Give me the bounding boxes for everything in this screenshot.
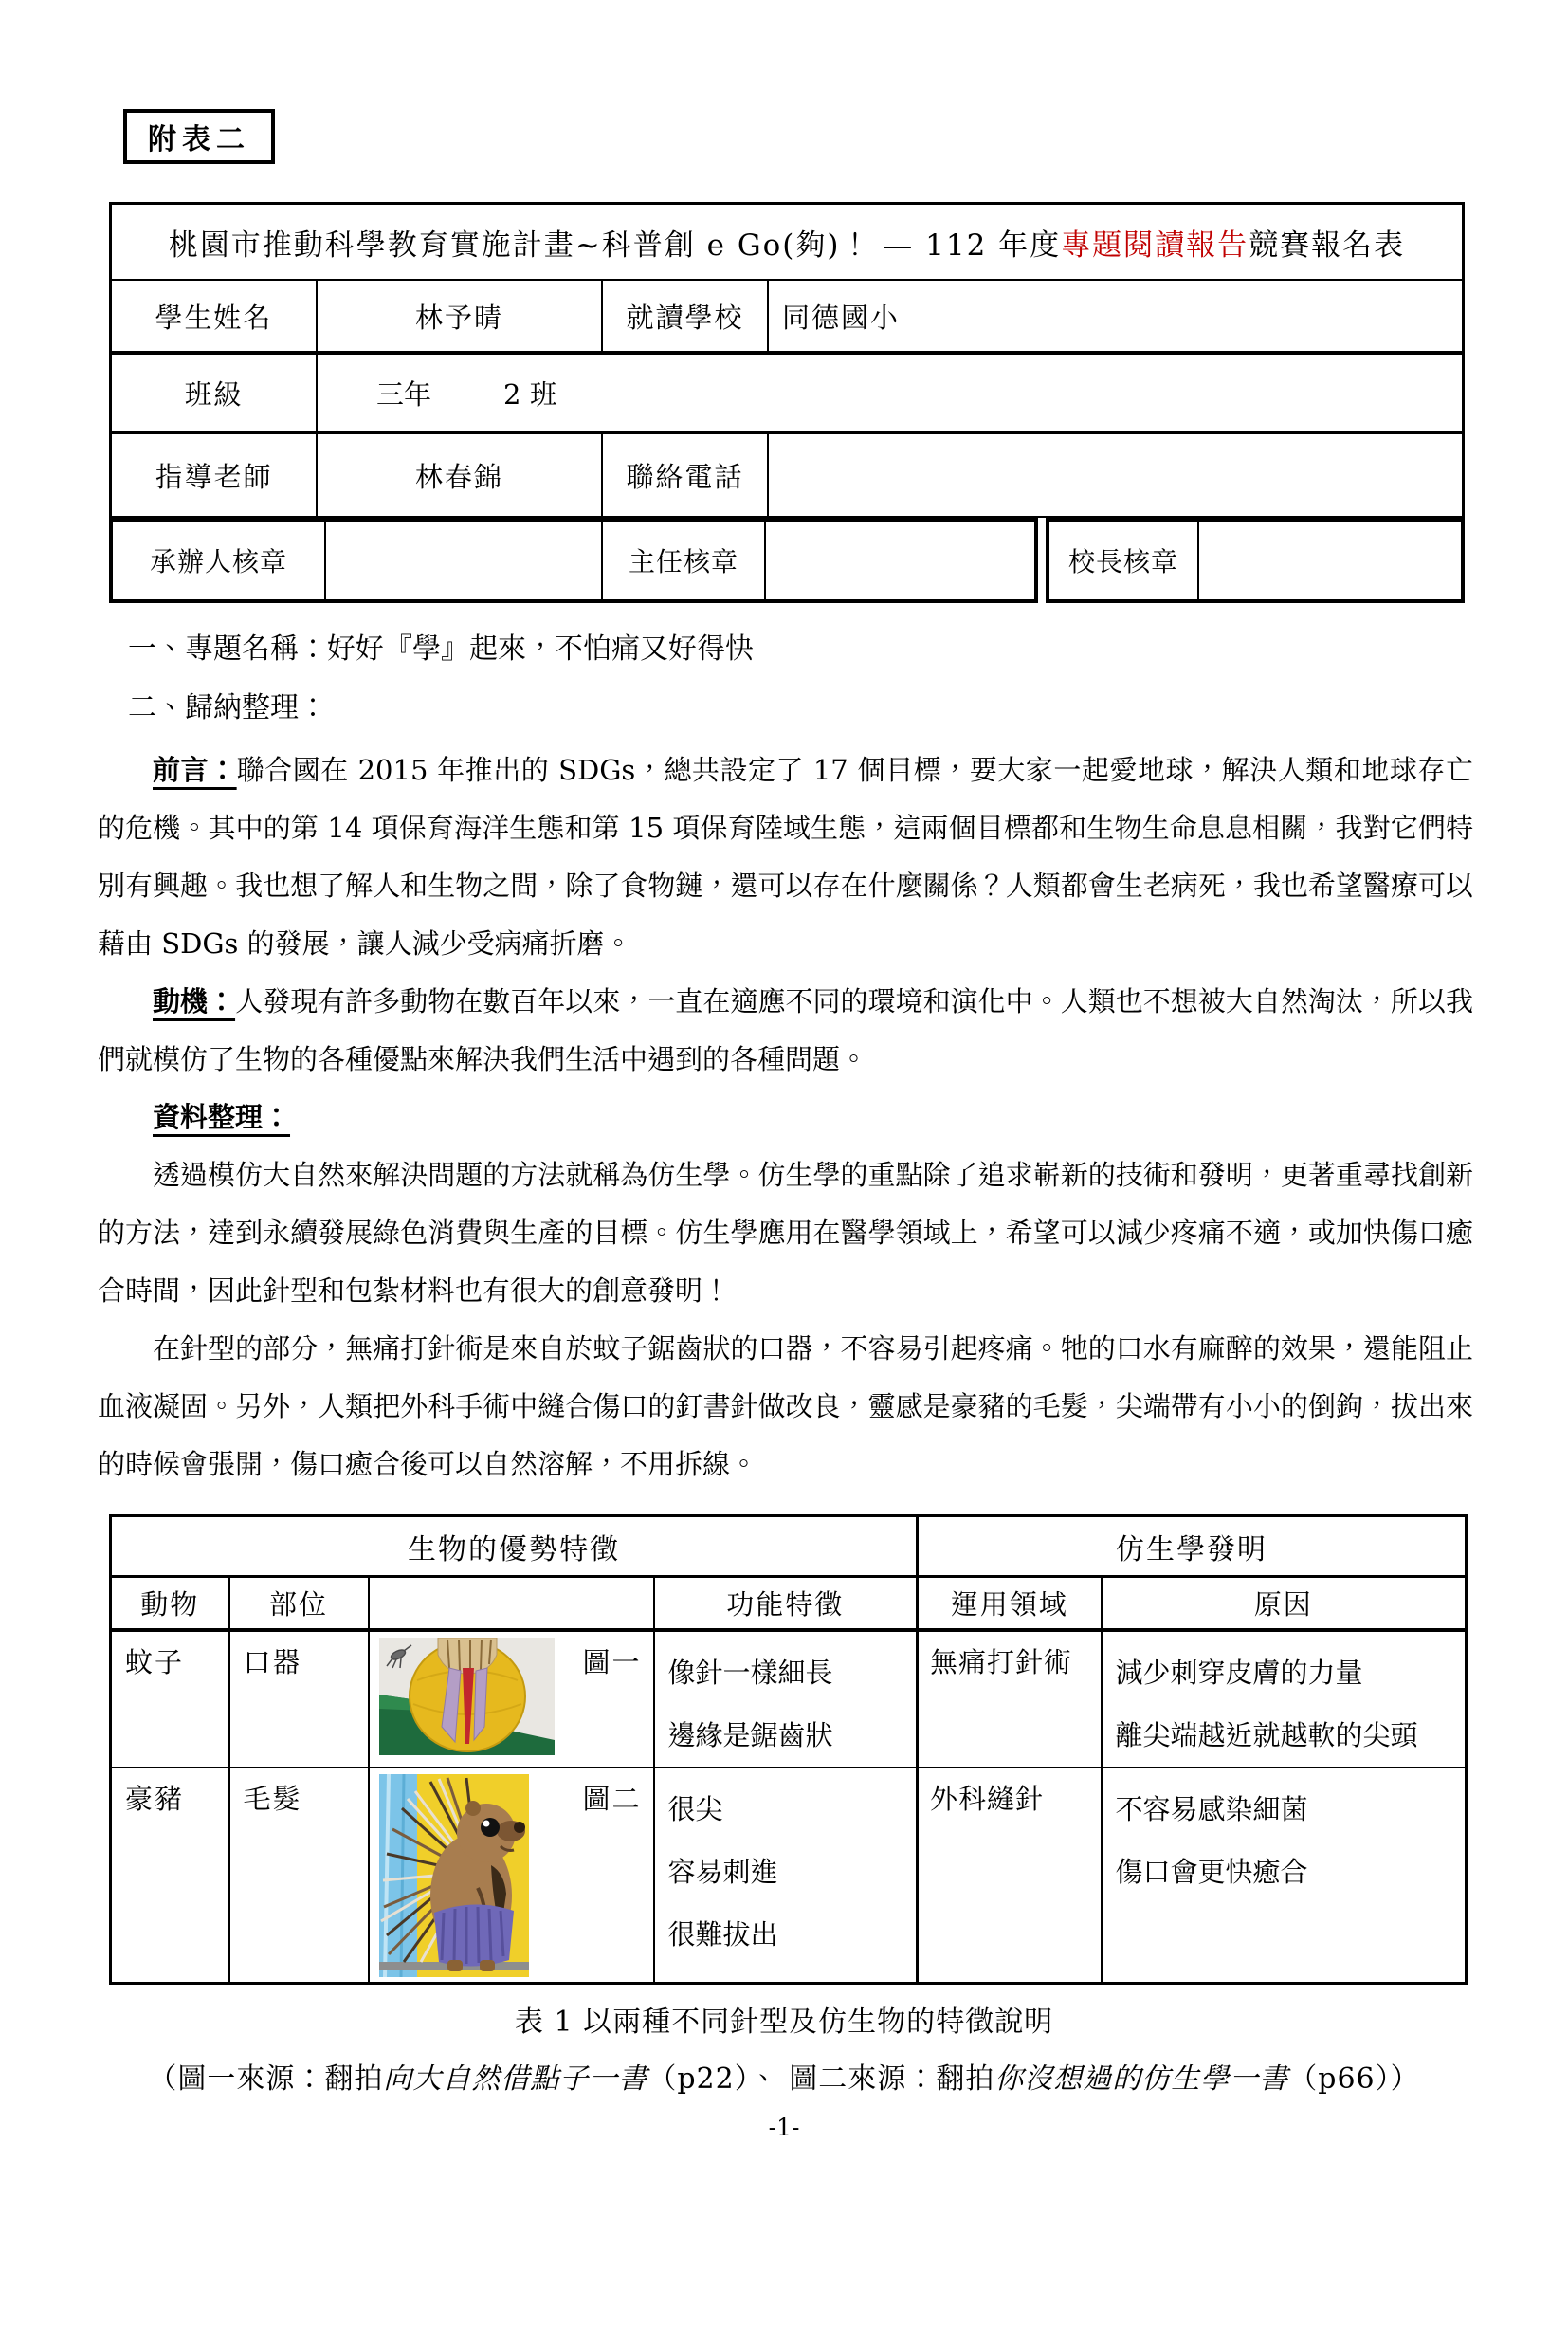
figure1-label: 圖一: [582, 1645, 642, 1678]
porcupine-figure-cell: [369, 1768, 654, 1984]
table-row-mosquito: [111, 1630, 1467, 1768]
mosquito-animal: 蚊子: [111, 1630, 229, 1768]
data-heading-label: 資料整理：: [153, 1101, 291, 1133]
section2-label: 二、歸納整理：: [128, 691, 327, 724]
principal-seal-label: 校長核章: [1049, 522, 1199, 599]
document-page: [0, 109, 1568, 2141]
porcupine-feature-line: 容易刺進: [667, 1855, 778, 1888]
source-book1-title: 向大自然借點子一書: [383, 2062, 648, 2096]
paragraph-biomimicry: [98, 1146, 1473, 1320]
director-seal-label: 主任核章: [603, 522, 766, 599]
section1-value: 好好『學』起來，不怕痛又好得快: [327, 632, 754, 666]
motivation-text: 人發現有許多動物在數百年以來，一直在適應不同的環境和演化中。人類也不想被大自然淘汰，所以我們就模仿了生物的各種優點來解決我們生活中遇到的各種問題。: [98, 985, 1473, 1075]
source-book2-title: 你沒想過的仿生學一書: [994, 2062, 1289, 2096]
source-seg3: （p66））: [1288, 2062, 1420, 2096]
registration-form: [109, 202, 1465, 603]
paragraph-motivation: [98, 973, 1473, 1089]
form-row-class: [112, 355, 1462, 434]
mosquito-reasons: [1102, 1630, 1467, 1768]
mosquito-feature-line: 邊緣是鋸齒狀: [667, 1718, 833, 1751]
form-title-post: 競賽報名表: [1249, 228, 1406, 263]
school-label: 就讀學校: [603, 281, 769, 351]
biology-comparison-table: [109, 1514, 1468, 1985]
class-label: 班級: [112, 355, 318, 431]
mosquito-reason-line: 減少刺穿皮膚的力量: [1115, 1656, 1363, 1689]
mosquito-figure-cell: [369, 1630, 654, 1768]
col-header-animal: 動物: [111, 1577, 229, 1630]
col-header-figure: [369, 1577, 654, 1630]
col-header-part: 部位: [229, 1577, 369, 1630]
student-name-label: 學生姓名: [112, 281, 318, 351]
col-header-application: 運用領域: [918, 1577, 1102, 1630]
porcupine-animal: 豪豬: [111, 1768, 229, 1984]
column-header-row: [111, 1577, 1467, 1630]
paragraph-intro: [98, 742, 1473, 973]
porcupine-feature-line: 很難拔出: [667, 1917, 778, 1951]
paragraph-data-heading: [98, 1089, 1473, 1146]
appendix-label-box: [123, 109, 275, 164]
form-title-highlight: 專題閱讀報告: [1061, 228, 1249, 263]
table-row-porcupine: [111, 1768, 1467, 1984]
mosquito-feature-line: 像針一樣細長: [667, 1656, 833, 1689]
class-year: 三年: [376, 377, 432, 411]
teacher-label: 指導老師: [112, 434, 318, 516]
handler-seal-area: [326, 522, 603, 599]
source-seg1: （圖一來源：翻拍: [148, 2062, 384, 2096]
seal-box-right: [1046, 518, 1465, 603]
form-title-row: [112, 205, 1462, 281]
form-row-student: [112, 281, 1462, 355]
intro-label: 前言：: [153, 754, 237, 786]
class-value: [318, 355, 1462, 431]
porcupine-part: 毛髮: [229, 1768, 369, 1984]
porcupine-application: 外科縫針: [918, 1768, 1102, 1984]
section1-label: 一、專題名稱：: [128, 632, 327, 666]
director-seal-area: [766, 522, 1034, 599]
mosquito-proboscis-image: [379, 1638, 555, 1755]
appendix-label: 附表二: [148, 123, 250, 156]
porcupine-image: [379, 1774, 529, 1977]
group-header-bio: 生物的優勢特徵: [111, 1516, 918, 1577]
biomimicry-text: 透過模仿大自然來解決問題的方法就稱為仿生學。仿生學的重點除了追求嶄新的技術和發明，更著重尋找創新的方法，達到永續發展綠色消費與生產的目標。仿生學應用在醫學領域上，希望可以減少疼痛不適，或加快傷口癒合時間，因此針型和包紮材料也有很大的創意發明！: [98, 1159, 1473, 1307]
table-caption: 表 1 以兩種不同針型及仿生物的特徵說明: [514, 2006, 1054, 2039]
porcupine-reason-line: 傷口會更快癒合: [1115, 1855, 1308, 1888]
school-value: 同德國小: [782, 301, 901, 334]
intro-text: 聯合國在 2015 年推出的 SDGs，總共設定了 17 個目標，要大家一起愛地球，解決人類和地球存亡的危機。其中的第 14 項保育海洋生態和第 15 項保育陸域生態，這兩個目標都和生物生命息息相關，我對它們特別有興趣。我也想了解人和生物之間，除了食物鏈，還可以存在什麼關係？人類都會生老病死，我也希望醫療可以藉由 SDGs 的發展，讓人減少受病痛折磨。: [98, 754, 1473, 960]
mosquito-features: [654, 1630, 918, 1768]
section-summary-title: [128, 687, 1473, 730]
mosquito-part: 口器: [229, 1630, 369, 1768]
col-header-reason: 原因: [1102, 1577, 1467, 1630]
form-row-teacher: [112, 434, 1462, 516]
porcupine-feature-line: 很尖: [667, 1792, 723, 1825]
seal-box-left: [109, 518, 1038, 603]
porcupine-features: [654, 1768, 918, 1984]
paragraph-needle: [98, 1320, 1473, 1493]
motivation-label: 動機：: [153, 985, 236, 1017]
group-header-row: [111, 1516, 1467, 1577]
mosquito-application: 無痛打針術: [918, 1630, 1102, 1768]
needle-text: 在針型的部分，無痛打針術是來自於蚊子鋸齒狀的口器，不容易引起疼痛。牠的口水有麻醉的效果，還能阻止血液凝固。另外，人類把外科手術中縫合傷口的釘書針做改良，靈感是豪豬的毛髮，尖端帶有小小的倒鉤，拔出來的時候會張開，傷口癒合後可以自然溶解，不用拆線。: [98, 1332, 1473, 1480]
col-header-features: 功能特徵: [654, 1577, 918, 1630]
mosquito-reason-line: 離尖端越近就越軟的尖頭: [1115, 1718, 1418, 1751]
figure-sources: [0, 2055, 1568, 2097]
form-title-pre: 桃園市推動科學教育實施計畫~科普創 e Go(夠)！ — 112 年度: [168, 228, 1062, 263]
porcupine-reason-line: 不容易感染細菌: [1115, 1792, 1308, 1825]
handler-seal-label: 承辦人核章: [113, 522, 326, 599]
student-name-value: 林予晴: [318, 281, 603, 351]
class-number: 2 班: [503, 377, 557, 411]
teacher-value: 林春錦: [318, 434, 603, 516]
phone-label: 聯絡電話: [603, 434, 769, 516]
phone-value: [769, 434, 1462, 516]
registration-form-main: [109, 202, 1465, 518]
form-row-seals: [109, 518, 1465, 603]
figure2-label: 圖二: [582, 1782, 642, 1815]
report-body: [98, 742, 1473, 1493]
section-topic-title: [128, 628, 1473, 671]
group-header-invention: 仿生學發明: [918, 1516, 1467, 1577]
source-seg2: （p22）、 圖二來源：翻拍: [647, 2062, 995, 2096]
principal-seal-area: [1199, 522, 1461, 599]
page-number: -1-: [768, 2114, 800, 2141]
porcupine-reasons: [1102, 1768, 1467, 1984]
form-title: [112, 205, 1462, 279]
